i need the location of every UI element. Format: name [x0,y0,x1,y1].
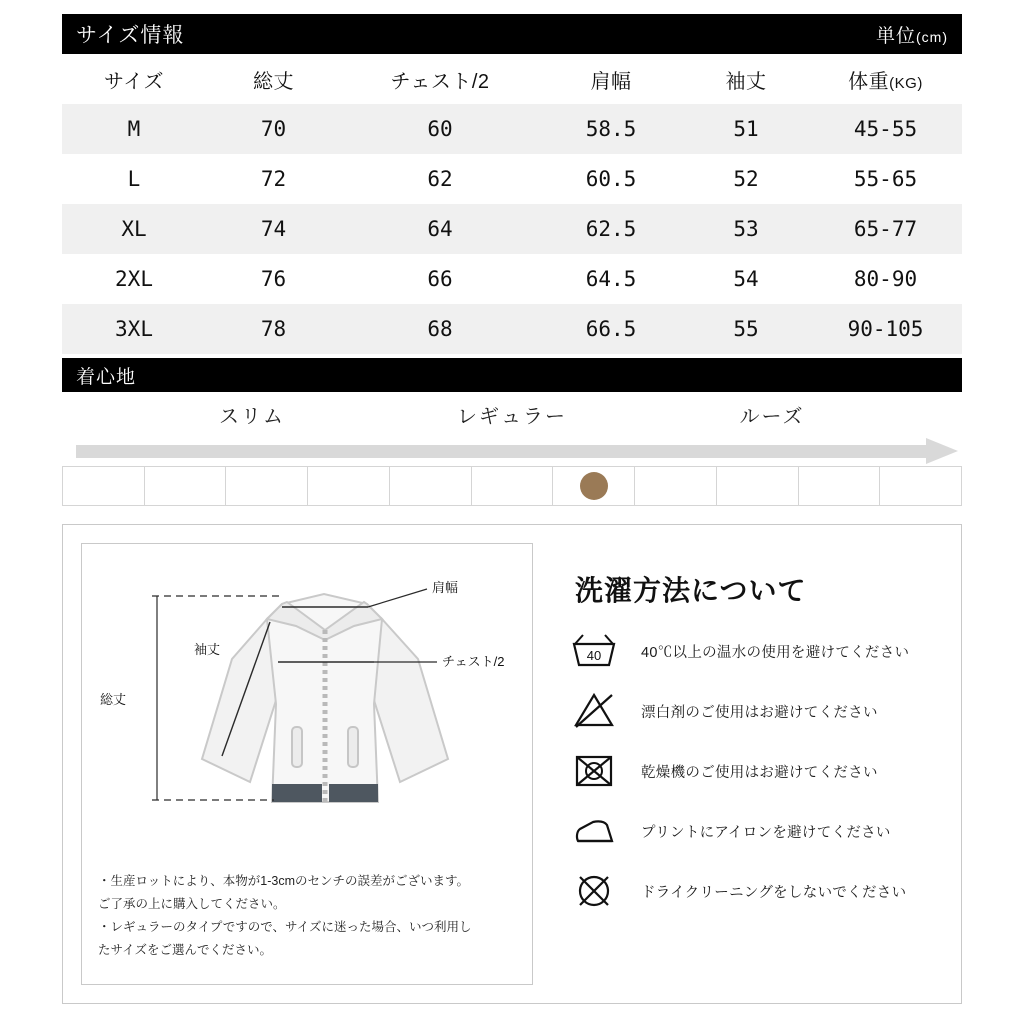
label-sleeve: 袖丈 [194,642,221,657]
fit-label-regular: レギュラー [457,405,567,428]
notes-block [98,870,520,963]
unit-label: 単位(cm) [875,25,948,47]
cell-length: 72 [260,167,287,191]
cell-weight: 45-55 [853,117,918,141]
column-header-weight: 体重(KG) [848,70,923,93]
note-line: ご了承の上に購入してください。 [98,896,286,911]
fit-scale-ticks [62,466,962,506]
no-bleach-triangle-icon [561,691,627,731]
size-information-block [62,14,962,506]
iron-icon [561,811,627,851]
no-dry-clean-icon [561,871,627,911]
note-line: ・レギュラーのタイプですので、サイズに迷った場合、いつ利用し [98,919,472,934]
cell-size: 2XL [115,267,153,291]
garment-diagram-box [81,543,533,985]
fit-label-slim: スリム [219,405,285,428]
jacket-measure-diagram [82,544,532,874]
column-header-size: サイズ [104,70,164,93]
cell-shoulder: 58.5 [585,117,637,141]
wash-item-label: 40℃以上の温水の使用を避けてください [641,644,910,661]
wash-instructions [533,543,943,985]
fit-tick[interactable] [390,467,472,505]
wash-tub-40-icon [561,631,627,671]
fit-arrow-head-icon [926,438,958,464]
wash-item [561,871,943,911]
wash-item-label: 漂白剤のご使用はお避けてください [641,704,878,721]
fit-label-loose: ルーズ [739,405,805,428]
fit-labels [62,392,962,436]
no-tumble-dry-icon [561,751,627,791]
bottom-panel [62,524,962,1004]
cell-size: L [127,167,141,191]
wash-item [561,811,943,851]
cell-length: 74 [260,217,287,241]
wash-item [561,691,943,731]
column-header-shoulder: 肩幅 [590,70,632,93]
cell-chest: 62 [427,167,453,191]
cell-chest: 64 [427,217,453,241]
wash-item-label: 乾燥機のご使用はお避けてください [641,764,878,781]
cell-chest: 60 [427,117,453,141]
cell-chest: 66 [427,267,453,291]
size-information-title: サイズ情報 [76,24,185,47]
column-header-sleeve: 袖丈 [725,70,767,93]
wash-item [561,751,943,791]
cell-length: 76 [260,267,287,291]
table-row [62,304,962,354]
cell-size: M [127,117,141,141]
cell-weight: 80-90 [853,267,918,291]
fit-tick[interactable] [880,467,962,505]
cell-sleeve: 53 [733,217,759,241]
wash-item-label: ドライクリーニングをしないでください [641,884,907,901]
cell-weight: 55-65 [853,167,918,191]
fit-arrow [62,436,962,466]
cell-length: 70 [260,117,287,141]
note-line: ・生産ロットにより、本物が1-3cmのセンチの誤差がございます。 [98,873,469,888]
label-length: 総丈 [100,692,127,707]
wash-item [561,631,943,671]
table-row [62,254,962,304]
column-header-length: 総丈 [253,70,294,93]
cell-weight: 90-105 [847,317,924,341]
label-shoulder: 肩幅 [432,580,459,595]
fit-title-bar [62,358,962,392]
note-line: たサイズをご選んでください。 [98,942,273,957]
fit-arrow-line [76,445,926,458]
cell-shoulder: 66.5 [585,317,637,341]
cell-shoulder: 64.5 [585,267,637,291]
fit-title: 着心地 [76,366,137,388]
cell-size: XL [121,217,147,241]
table-header-row [62,54,962,104]
wash-title: 洗濯方法について [575,575,807,606]
cell-shoulder: 62.5 [585,217,637,241]
table-row [62,104,962,154]
fit-tick[interactable] [226,467,308,505]
fit-tick[interactable] [635,467,717,505]
fit-tick[interactable] [472,467,554,505]
size-table [62,54,962,354]
fit-tick[interactable] [63,467,145,505]
wash-temp-value: 40 [586,648,602,663]
size-information-title-bar [62,14,962,54]
fit-tick-selected[interactable] [553,467,635,505]
table-row [62,204,962,254]
fit-tick[interactable] [308,467,390,505]
fit-tick[interactable] [799,467,881,505]
fit-marker-dot [580,472,608,500]
fit-tick[interactable] [145,467,227,505]
cell-weight: 65-77 [853,217,918,241]
wash-item-label: プリントにアイロンを避けてください [641,824,891,841]
column-header-chest: チェスト/2 [390,70,490,93]
table-row [62,154,962,204]
unit-value: (cm) [916,28,948,45]
cell-sleeve: 51 [733,117,759,141]
cell-chest: 68 [427,317,453,341]
cell-sleeve: 55 [733,317,759,341]
label-chest: チェスト/2 [442,654,505,669]
fit-tick[interactable] [717,467,799,505]
cell-shoulder: 60.5 [585,167,637,191]
cell-length: 78 [260,317,287,341]
cell-sleeve: 52 [733,167,759,191]
cell-sleeve: 54 [733,267,759,291]
cell-size: 3XL [115,317,153,341]
